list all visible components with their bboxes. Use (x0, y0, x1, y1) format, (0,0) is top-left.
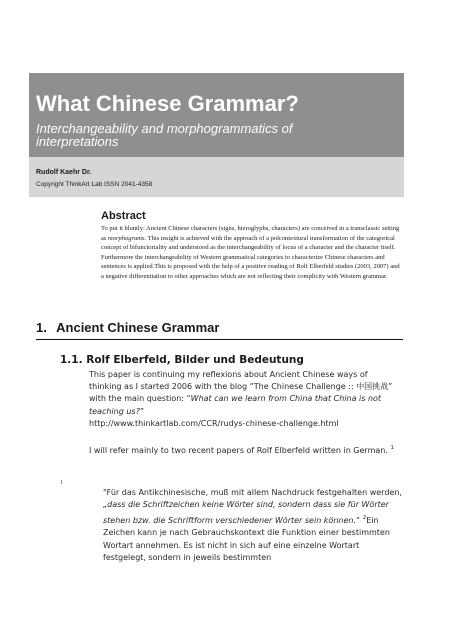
blog-url[interactable]: http://www.thinkartlab.com/CCR/rudys-chinese-challenge.html (89, 418, 339, 428)
author-name: Rudolf Kaehr Dr. (36, 169, 92, 176)
paragraph-2: I will refer mainly to two recent papers of Rolf Elberfeld written in German. $^1$ (89, 445, 394, 455)
paragraph-1: This paper is continuing my reflexions about Ancient Chinese ways of thinking as I started 2006 with the blog “The Chinese Challenge :: 中国挑战” with the main question: “What can we learn from China that China is not teaching us?” http://www.thinkartlab.com/CCR/rudys-chinese-challenge.html (89, 370, 393, 428)
subsection-heading: 1.1. Rolf Elberfeld, Bilder und Bedeutung (60, 354, 304, 366)
author-banner (29, 157, 404, 197)
copyright-line: Copyright ThinkArt Lab ISSN 2041-4358 (36, 181, 153, 188)
abstract-heading: Abstract (101, 210, 146, 222)
document-title: What Chinese Grammar? (36, 91, 299, 116)
section-number: 1. (36, 320, 47, 335)
abstract-italic: morphograms (108, 234, 145, 242)
abstract-text: To put it bluntly: Ancient Chinese characters (signs, hieroglyphs, characters) are conceived in a transclassic setting as morphograms. This insight is achieved with the approach of a polcontextural transformation of the categorical concept of bifunctoriality and understood as the interchangeability of locus of a character and the character itself. Furthermore the interchangeability of Western grammatical categories to characterize Chinese characters and sentences is applied.This is proposed with the help of a positive reading of Rolf Elberfeld studies (2003, 2007) and a negative differentiation to other approaches which are not reflecting their complicity with Western grammar. (101, 225, 400, 280)
section-title-text: Ancient Chinese Grammar (56, 320, 220, 335)
block-quote: "Für das Antikchinesische, muß mit allem Nachdruck festgehalten werden, „dass die Schriftzeichen keine Wörter sind, sondern dass sie für Wörter stehen bzw. die Schriftform verschiedener Wörter sein können.“ $^2$Ein Zeichen kann je nach Gebrauchskontext die Funktion einer bestimmten Wortart annehmen. Es ist nicht in sich auf eine einzelne Wortart festgelegt, sondern in jeweils bestimmten (103, 488, 402, 563)
title-banner (29, 73, 404, 157)
footnote-marker-1[interactable]: 1 (390, 445, 394, 451)
section-heading (36, 320, 403, 340)
document-subtitle: Interchangeability and morphogrammatics of interpretations (36, 121, 293, 149)
page-number: 1 (60, 480, 63, 486)
footnote-marker-2[interactable]: 2 (362, 514, 367, 521)
